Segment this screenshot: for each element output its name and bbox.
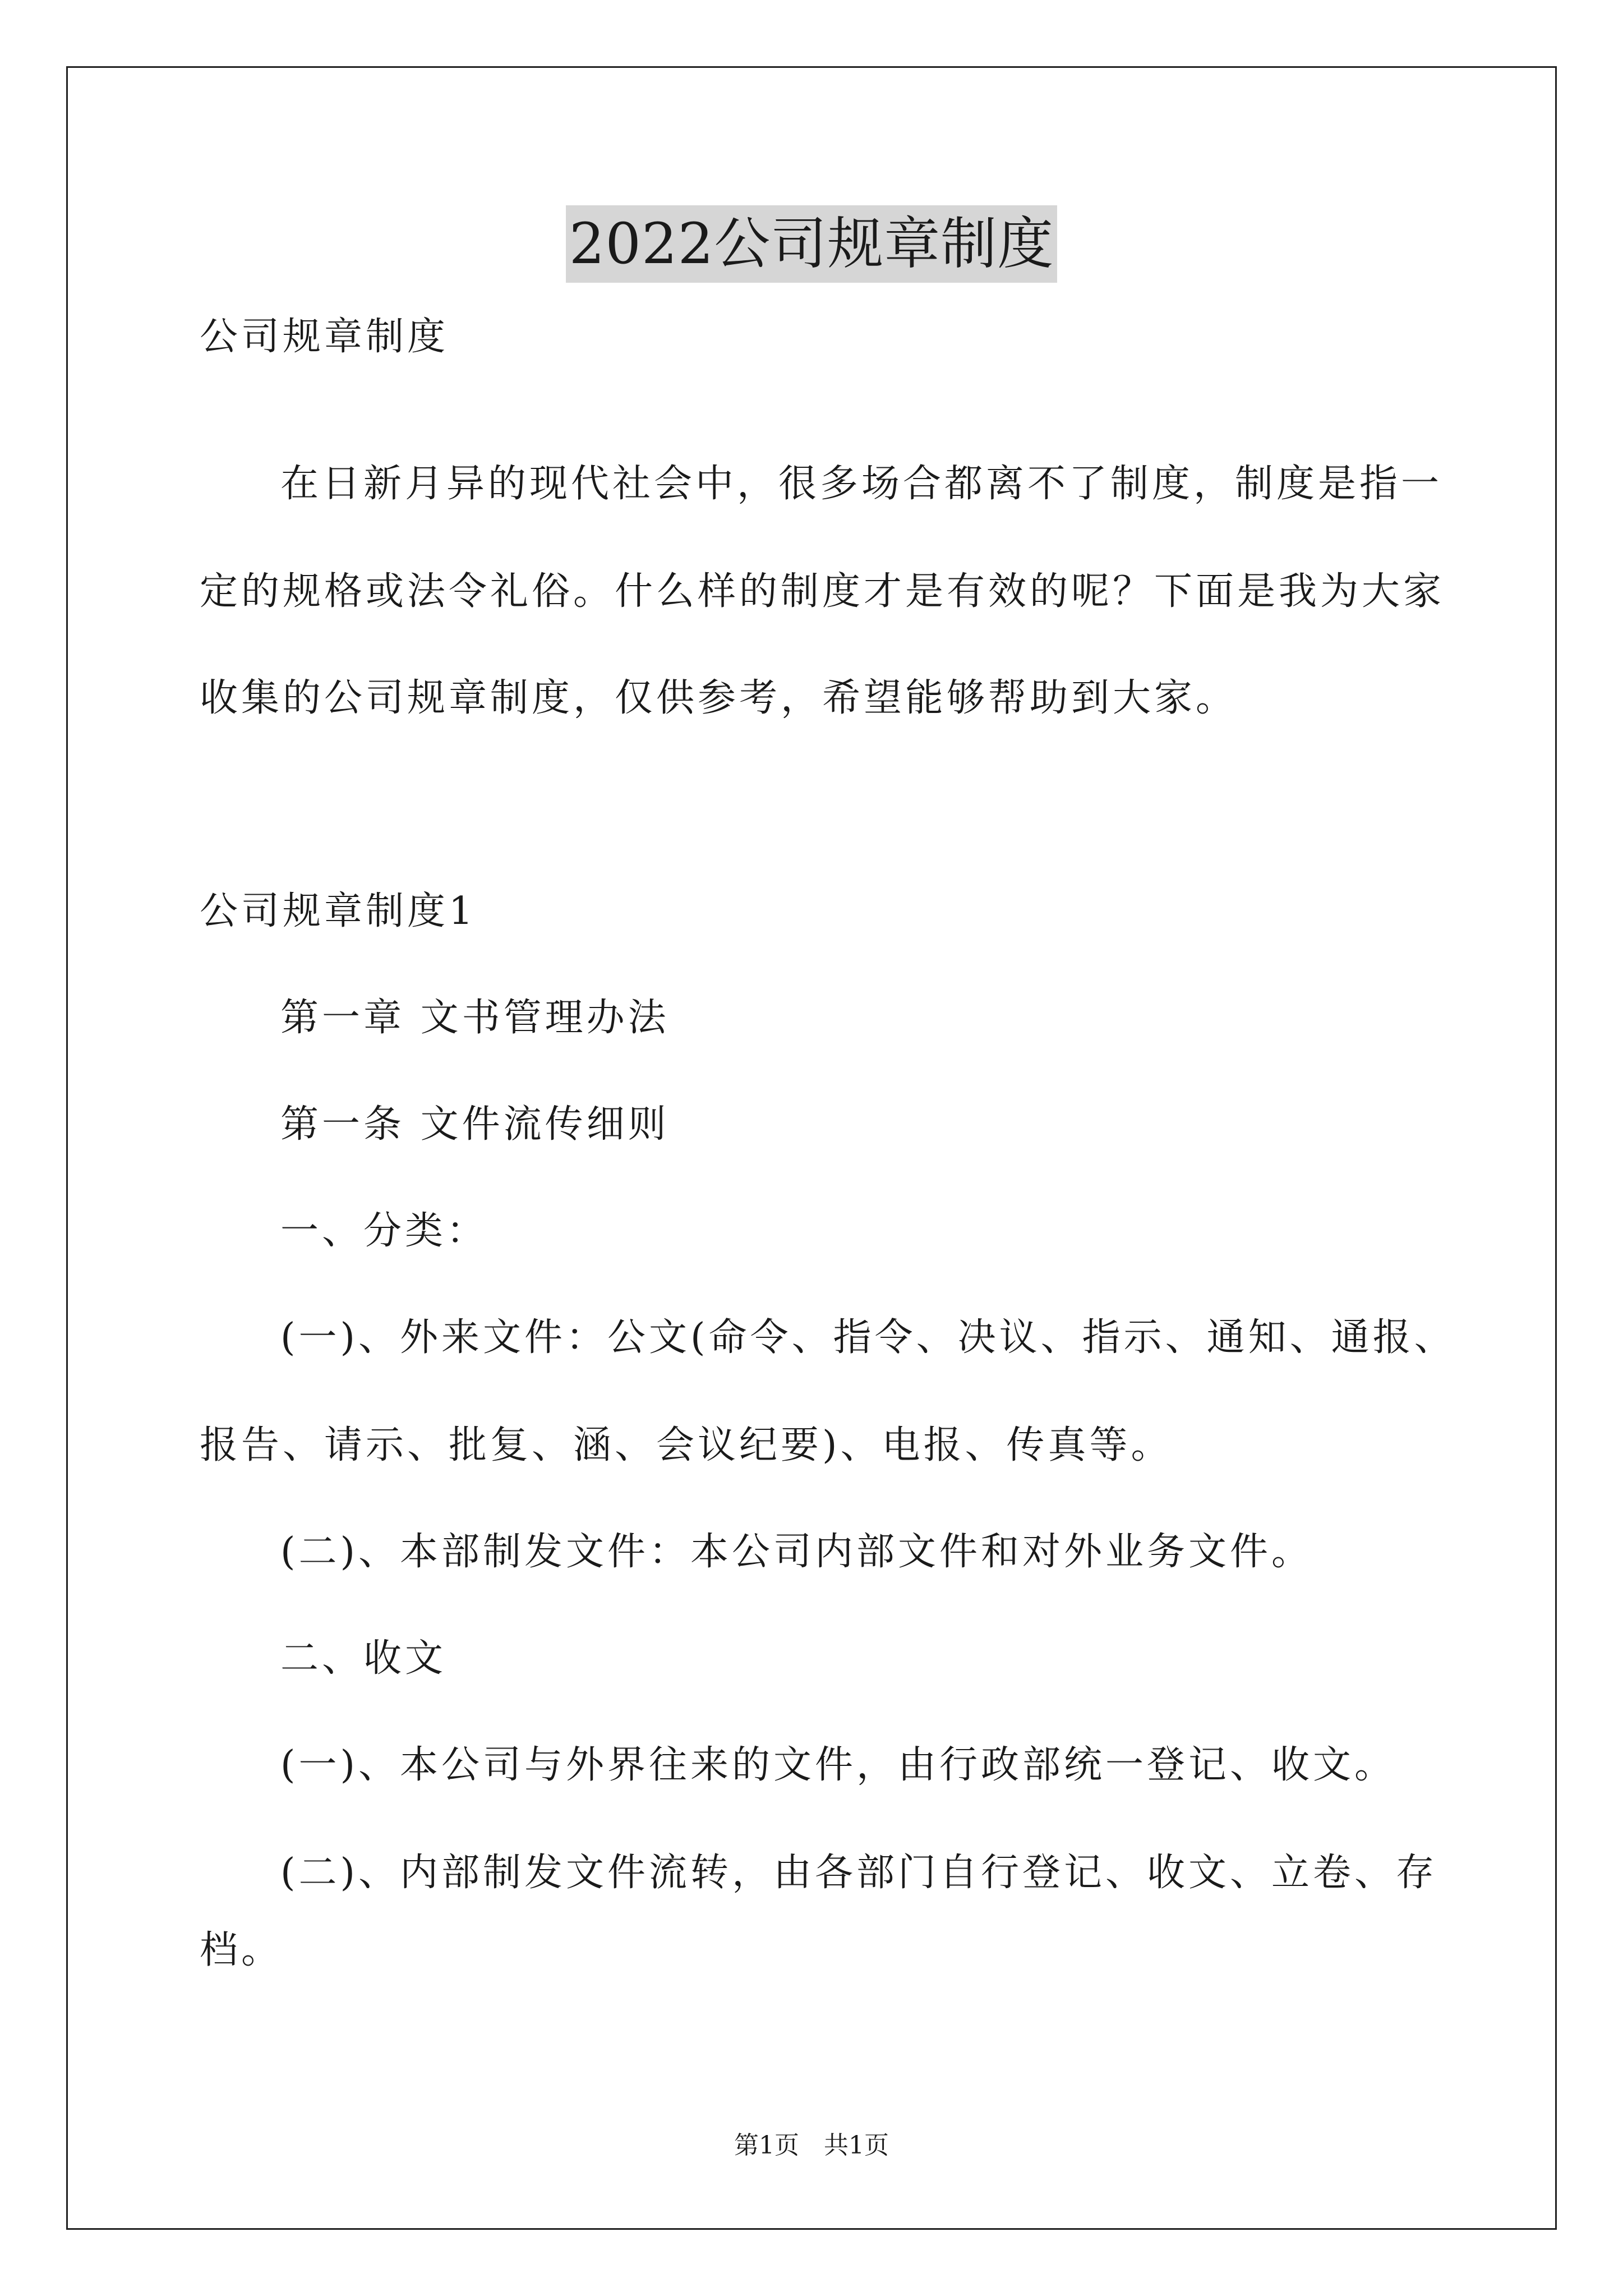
intro-line-3: 收集的公司规章制度，仅供参考，希望能够帮助到大家。 — [200, 676, 1238, 720]
item2-1: (一)、本公司与外界往来的文件，由行政部统一登记、收文。 — [280, 1743, 1396, 1787]
subtitle: 公司规章制度 — [200, 315, 449, 359]
item2-2-line-1: (二)、内部制发文件流转，由各部门自行登记、收文、立卷、存 — [280, 1851, 1438, 1895]
title-container — [0, 205, 1623, 283]
item1-2: (二)、本部制发文件：本公司内部文件和对外业务文件。 — [280, 1530, 1313, 1574]
item1-1-line-1: (一)、外来文件：公文(命令、指令、决议、指示、通知、通报、 — [280, 1315, 1456, 1360]
item2-2-line-2: 档。 — [200, 1928, 283, 1972]
item1-heading: 一、分类： — [280, 1209, 488, 1253]
chapter-heading: 第一章 文书管理办法 — [280, 996, 670, 1040]
intro-line-1: 在日新月异的现代社会中，很多场合都离不了制度，制度是指一 — [280, 462, 1443, 506]
article-heading: 第一条 文件流传细则 — [280, 1102, 670, 1147]
item2-heading: 二、收文 — [280, 1636, 447, 1681]
intro-line-2: 定的规格或法令礼俗。什么样的制度才是有效的呢？下面是我为大家 — [200, 569, 1445, 614]
document-title: 2022公司规章制度 — [566, 205, 1058, 283]
page-footer: 第1页 共1页 — [734, 2131, 889, 2160]
item1-1-line-2: 报告、请示、批复、涵、会议纪要)、电报、传真等。 — [200, 1423, 1173, 1467]
section-heading: 公司规章制度1 — [200, 889, 477, 933]
